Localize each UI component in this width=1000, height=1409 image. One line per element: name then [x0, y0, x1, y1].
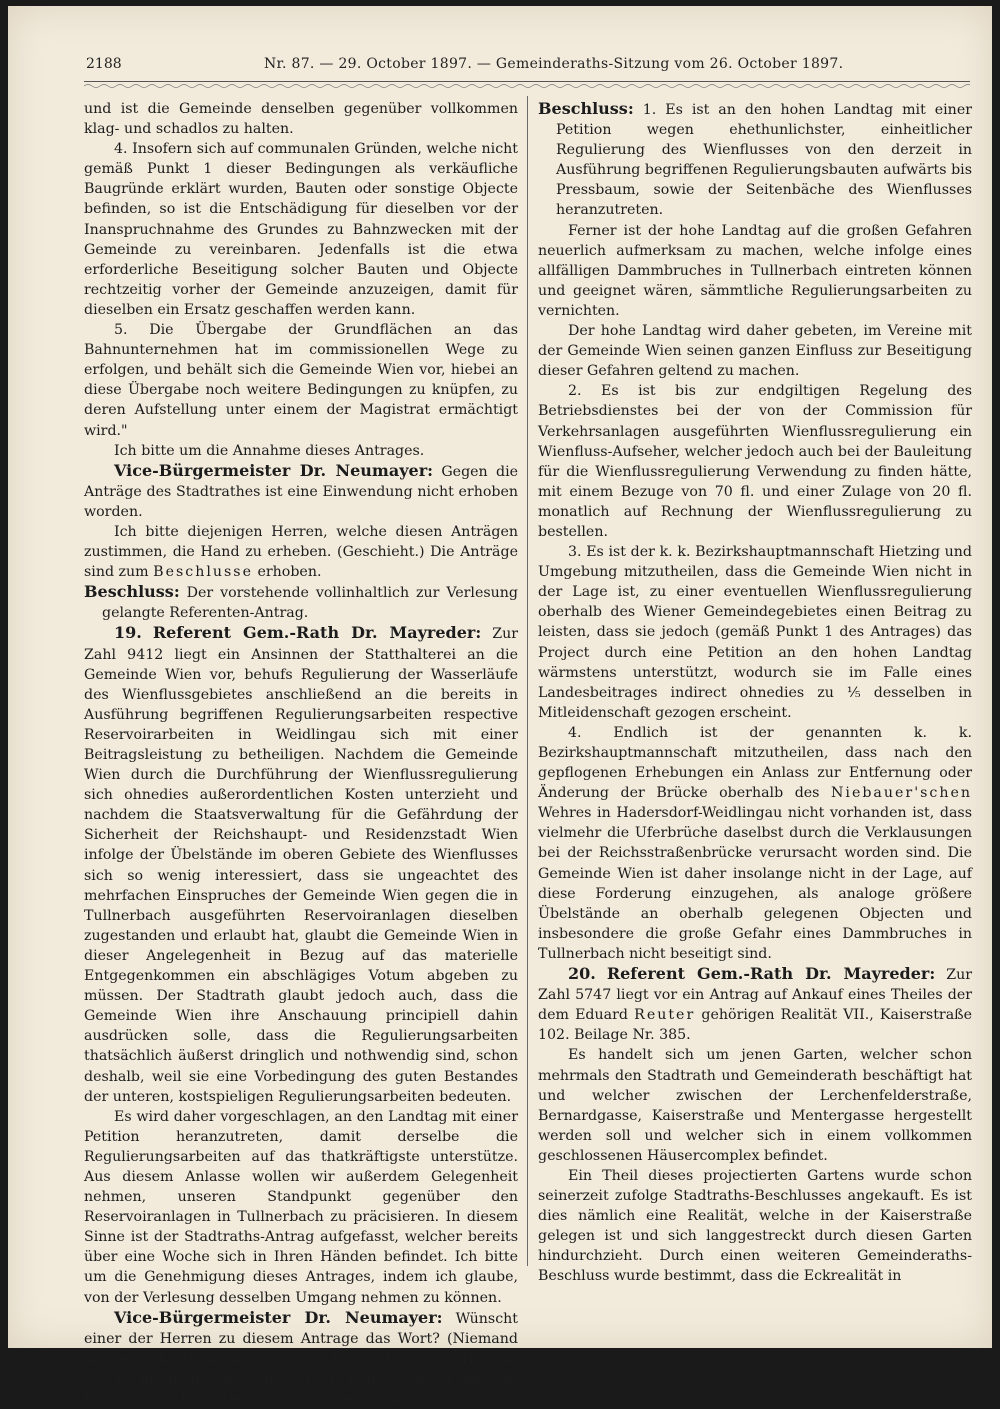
statement-text: Gegen die Anträge des Stadtrathes ist eine Einwendung nicht erhoben worden.: [84, 463, 519, 520]
paragraph: 2. Es ist bis zur endgiltigen Regelung des Betriebsdienstes bei der von der Commission für Verkehrsanlagen ausgeführten Wienflussregulierung ein Wienfluss-Aufseher, welcher jedoch auch bei der Bauleitung für die Wienflussregulierung Verwendung zu finden hätte, mit einem Bezuge von 70 fl. und einer Zulage von 20 fl. monatlich auf Rechnung der Wienflussregulierung zu bestellen.: [538, 383, 972, 540]
item-text: Zur Zahl 9412 liegt ein Ansinnen der Statthalterei an die Gemeinde Wien vor, behufs Regulierung der Wasserläufe des Wienflussgebietes anschließend an die bereits in Ausführung begriffenen Regulierungsarbeiten respective Reservoirarbeiten in Weidlingau sich mit einer Beitragsleistung zu betheiligen. Nachdem die Gemeinde Wien durch die Durchführung der Wienflussregulierung sich ohnedies außerordentlichen Kosten unterzieht und nachdem die Staatsverwaltung für die Gefährdung der Sicherheit der Reichshaupt- und Residenzstadt Wien infolge der Übelstände im oberen Gebiete des Wienflusses sich so wenig interessiert, dass sie ungeachtet des mehrfachen Einspruches der Gemeinde Wien gegen die in Tullnerbach ausgeführten Reservoiranlagen dieselben zugestanden und erlaubt hat, glaubt die Gemeinde Wien in dieser Angelegenheit in Bezug auf das materielle Entgegenkommen ein abschlägiges Votum abgeben zu müssen. Der Stadtrath glaubt jedoch auch, dass die Gemeinde Wien ihre Anschauung principiell dahin ausdrücken solle, dass die Regulierungsarbeiten thatsächlich äußerst dringlich und nothwendig sind, schon deshalb, weil sie eine Vorbedingung des guten Bestandes der unteren, kostspieligen Regulierungsarbeiten bedeuten.: [84, 626, 519, 1105]
speaker-name: Vice-Bürgermeister Dr. Neumayer:: [114, 460, 434, 480]
resolution: [84, 582, 518, 623]
referent-name: Referent Gem.-Rath Dr. Mayreder:: [152, 623, 482, 643]
paragraph: 5. Die Übergabe der Grundflächen an das Bahnunternehmen hat im commissionellen Wege zu erfolgen, und behält sich die Gemeinde Wien vor, hiebei an diese Übergabe noch weitere Bedingungen zu knüpfen, zu deren Aufstellung unter einem der Magistrat ermächtigt wird.": [84, 322, 518, 439]
wavy-rule: [84, 83, 970, 89]
resolution-label: Beschluss:: [84, 582, 180, 602]
paragraph: 3. Es ist der k. k. Bezirkshauptmannschaft Hietzing und Umgebung mitzutheilen, dass die Gemeinde Wien nicht in der Lage ist, zu einer eventuellen Wienflussregulierung oberhalb des Wiener Gemeindegebietes einen Beitrag zu leisten, dass sie jedoch (gemäß Punkt 1 des Antrages) das Project durch eine Petition an den hohen Landtag wärmstens unterstützt, wodurch sie im Falle eines Landesbeitrages indirect ohnedies zu ⅕ desselben in Mitleidenschaft gezogen erscheint.: [538, 544, 972, 721]
page-number: 2188: [86, 56, 122, 72]
text-run: Ich bitte diejenigen Herren, welche diesen Anträgen zustimmen, die Hand zu erheben. (Geschieht.) Die Anträge sind zum: [84, 523, 518, 581]
text-run: 4. Endlich ist der genannten k. k. Bezirkshauptmannschaft mitzutheilen, dass nach den gepflogenen Erhebungen ein Anlass zur Entfernung oder Änderung der Brücke oberhalb des: [538, 724, 972, 802]
paragraph: und ist die Gemeinde denselben gegenüber vollkommen klag- und schadlos zu halten.: [84, 101, 518, 138]
paragraph: [538, 723, 972, 964]
item-text: Zur Zahl 5747 liegt vor ein Antrag auf Ankauf eines Theiles der dem Eduard: [538, 967, 973, 1024]
paragraph: Es handelt sich um jenen Garten, welcher schon mehrmals den Stadtrath und Gemeinderath beschäftigt hat und welcher zwischen der Lerchenfelderstraße, Bernardgasse, Kaiserstraße und Mentergasse hergestellt werden soll und welcher sich in einem vollkommen geschlossenen Häusercomplex befindet.: [538, 1047, 972, 1164]
speaker-name: Vice-Bürgermeister Dr. Neumayer:: [114, 1307, 443, 1327]
resolution-label: Beschluss:: [538, 99, 634, 118]
resolution-text: 1. Es ist an den hohen Landtag mit einer Petition wegen ehethunlichster, einheitlicher Regulierung des Wienflusses von den derzeit in Ausführung begriffenen Regulierungsbauten aufwärts bis Pressbaum, sowie der Seitenbäche des Wienflusses heranzutreten.: [556, 102, 972, 219]
paragraph: [84, 522, 518, 582]
paragraph: Ferner ist der hohe Landtag auf die großen Gefahren neuerlich aufmerksam zu machen, welche infolge eines allfälligen Dammbruches in Tullnerbach eintreten können und geeignet wären, sämmtliche Regulierungsarbeiten zu vernichten.: [538, 222, 972, 319]
agenda-item-19: [84, 623, 518, 1106]
document-page: [8, 6, 992, 1407]
running-title: Nr. 87. — 29. October 1897. — Gemeinderaths-Sitzung vom 26. October 1897.: [264, 56, 844, 72]
text-run: erhoben.: [257, 564, 322, 581]
emphasis-text: Beschlusse: [153, 564, 253, 581]
text-run: Wehres in Hadersdorf-Weidlingau nicht vorhanden ist, dass vielmehr die Uferbrüche daselbst durch die Verklausungen bei der Reichsstraßenbrücke verursacht worden sind. Die Gemeinde Wien ist daher insolange nicht in der Lage, auf diese Forderung einzugehen, als analoge größere Übelstände an oberhalb gelegenen Objecten und insbesondere die große Gefahr eines Dammbruches in Tullnerbach nicht beseitigt sind.: [538, 805, 972, 962]
right-column: [538, 99, 972, 1287]
speaker-statement: [84, 461, 518, 522]
paragraph: Ich bitte um die Annahme dieses Antrages.: [114, 442, 425, 459]
emphasis-text: Reuter: [634, 1007, 696, 1024]
resolution: [538, 99, 972, 221]
emphasis-text: Niebauer'schen: [831, 785, 973, 802]
referent-name: Referent Gem.-Rath Dr. Mayreder:: [606, 964, 936, 984]
resolution-text: Der vorstehende vollinhaltlich zur Verlesung gelangte Referenten-Antrag.: [102, 585, 519, 622]
statement-text: Wünscht einer der Herren zu diesem Antrage das Wort? (Niemand meldet sich.) Wenn nicht, so ersuche ich diejenigen Herren, welche mit dem Stadtraths-Antrage einverstanden sind, die Hand zu erheben. (Geschieht.): [84, 1310, 518, 1407]
speaker-statement: [84, 1308, 518, 1409]
page-header: [86, 56, 966, 80]
column-divider: [527, 96, 528, 1266]
left-column: [84, 99, 518, 1409]
paragraph: Es wird daher vorgeschlagen, an den Landtag mit einer Petition heranzutreten, damit derselbe die Regulierungsarbeiten auf das thatkräftigste unterstütze. Aus diesem Anlasse wollen wir außerdem Gelegenheit nehmen, unseren Standpunkt gegenüber den Reservoiranlagen in Tullnerbach zu präcisieren. In diesem Sinne ist der Stadtraths-Antrag aufgefasst, welcher bereits über eine Woche sich in Ihren Händen befindet. Ich bitte um die Genehmigung dieses Antrages, indem ich glaube, von der Verlesung desselben Umgang nehmen zu können.: [84, 1108, 518, 1306]
item-text: gehörigen Realität VII., Kaiserstraße 102. Beilage Nr. 385.: [538, 1007, 973, 1044]
header-rule: [84, 81, 970, 88]
agenda-item-20: [538, 964, 972, 1045]
paragraph: 4. Insofern sich auf communalen Gründen, welche nicht gemäß Punkt 1 dieser Bedingungen als verkäufliche Baugründe erklärt wurden, Bauten oder sonstige Objecte befinden, so ist die Entschädigung für dieselben vor der Inanspruchnahme des Grundes zu Bahnzwecken mit der Gemeinde zu vereinbaren. Jedenfalls ist die etwa erforderliche Beseitigung solcher Bauten und Objecte rechtzeitig vorher der Gemeinde anzuzeigen, damit für dieselben ein Ersatz geschaffen werden kann.: [84, 141, 518, 318]
paragraph: Der hohe Landtag wird daher gebeten, im Vereine mit der Gemeinde Wien seinen ganzen Einfluss zur Beseitigung dieser Gefahren geltend zu machen.: [538, 323, 972, 380]
item-number: 19.: [114, 623, 142, 643]
paragraph: Ein Theil dieses projectierten Gartens wurde schon seinerzeit zufolge Stadtraths-Beschlusses angekauft. Es ist dies nämlich eine Realität, welche in der Kaiserstraße gelegen ist und sich langgestreckt durch diesen Garten hindurchzieht. Durch einen weiteren Gemeinderaths-Beschluss wurde bestimmt, dass die Eckrealität in: [538, 1167, 972, 1285]
item-number: 20.: [568, 964, 596, 984]
result-text: Angenommen.: [309, 1391, 435, 1407]
